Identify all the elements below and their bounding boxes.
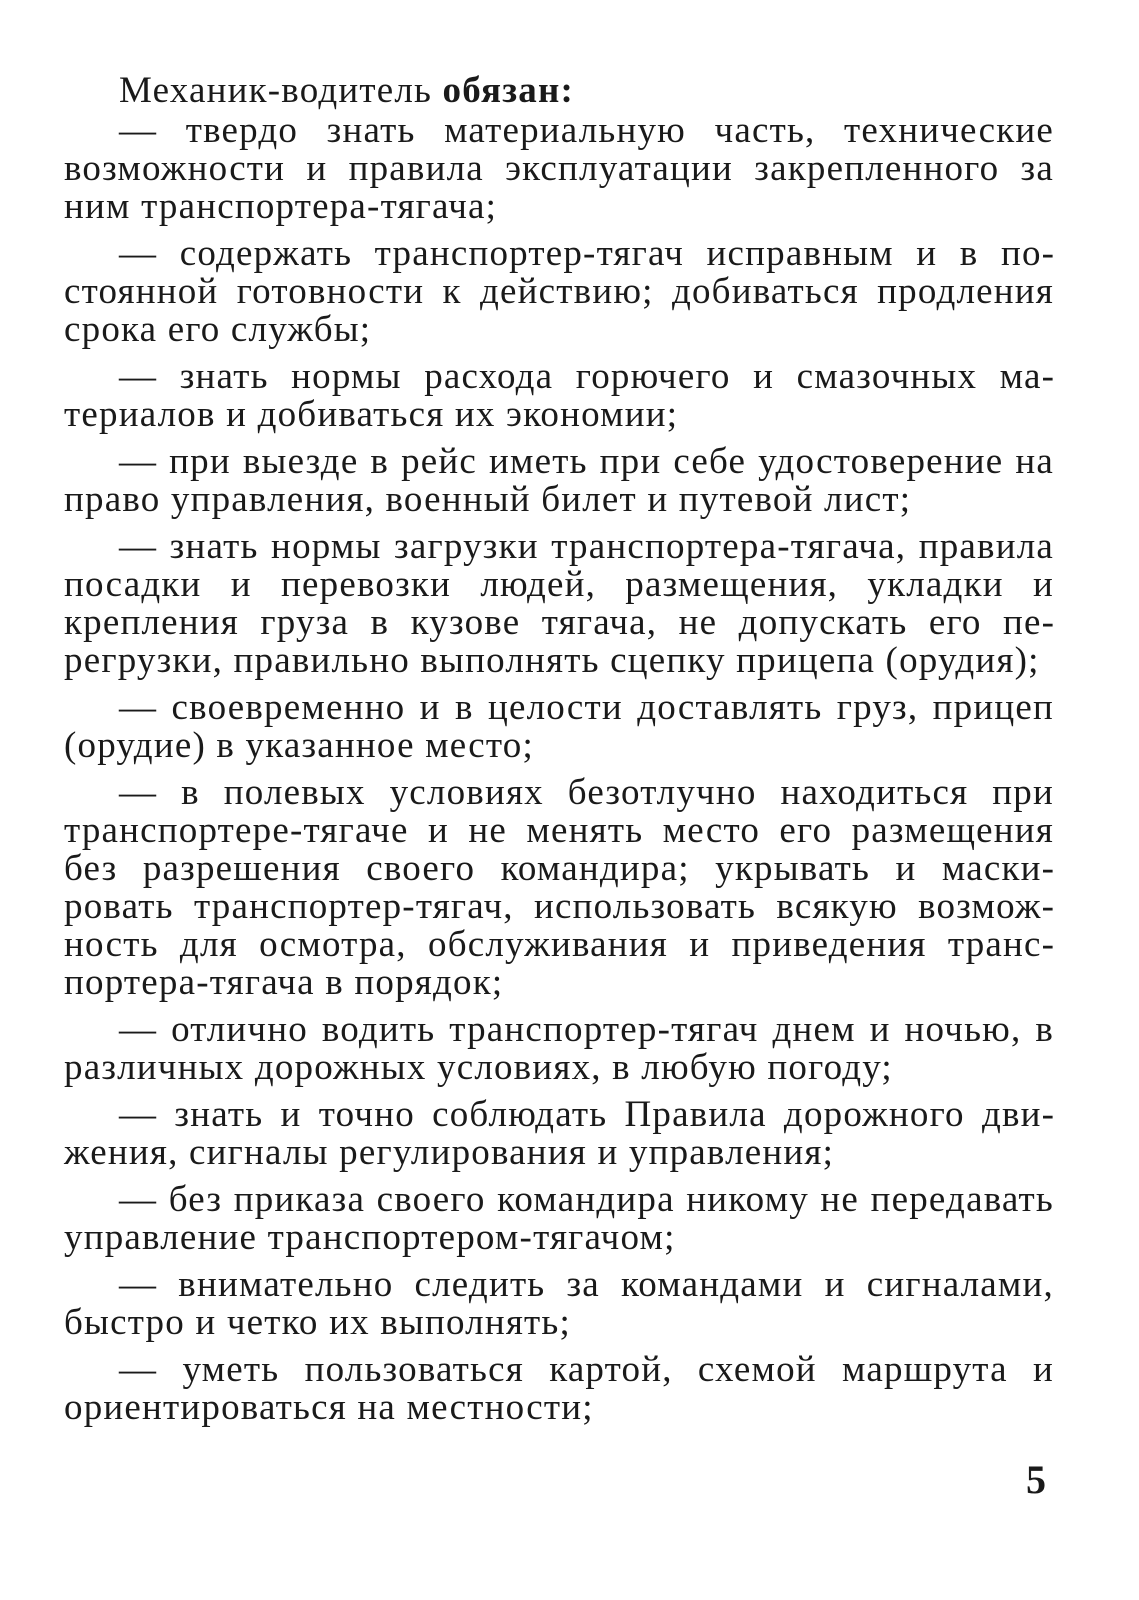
intro-emphasis: обязан: — [442, 70, 575, 111]
duty-item-4: — при выезде в рейс иметь при себе удостоверение на право управления, военный билет и путевой лист; — [64, 441, 1054, 520]
page-number: 5 — [1026, 1457, 1046, 1502]
duty-item-8: — отлично водить транспортер-тягач днем и ночью, в различных дорожных условиях, в любую погоду; — [64, 1009, 1054, 1088]
duty-item-5: — знать нормы загрузки транспортера-тягача, правила посадки и перевозки людей, размещения, укладки и крепления груза в кузове тягача, не допускать его перегрузки, правильно выполнять сцепку прицепа (орудия); — [64, 526, 1054, 681]
intro-lead: Механик-водитель — [119, 70, 443, 111]
duty-item-10: — без приказа своего командира никому не передавать управление транспортером-тягачом; — [64, 1179, 1054, 1258]
duty-item-1: — твердо знать материальную часть, технические возможности и правила эксплуатации закрепленного за ним транспортера-тягача; — [64, 110, 1054, 227]
duty-item-7: — в полевых условиях безотлучно находиться при транспортере-тягаче и не менять место его размещения без разрешения своего командира; укрывать и маскировать транспортер-тягач, использовать всякую возможность для осмотра, обслуживания и приведения транспортера-тягача в порядок; — [64, 772, 1054, 1003]
duty-item-11: — внимательно следить за командами и сигналами, быстро и четко их выполнять; — [64, 1264, 1054, 1343]
duty-item-3: — знать нормы расхода горючего и смазочных материалов и добиваться их экономии; — [64, 356, 1054, 435]
duty-item-12: — уметь пользоваться картой, схемой маршрута и ориентироваться на местности; — [64, 1349, 1054, 1428]
duty-item-2: — содержать транспортер-тягач исправным и в постоянной готовности к действию; добиваться продления срока его службы; — [64, 233, 1054, 350]
intro-paragraph — [64, 72, 1054, 110]
duty-item-9: — знать и точно соблюдать Правила дорожного движения, сигналы регулирования и управления; — [64, 1094, 1054, 1173]
page-body — [64, 72, 1054, 1436]
duty-item-6: — своевременно и в целости доставлять груз, прицеп (орудие) в указанное место; — [64, 687, 1054, 766]
